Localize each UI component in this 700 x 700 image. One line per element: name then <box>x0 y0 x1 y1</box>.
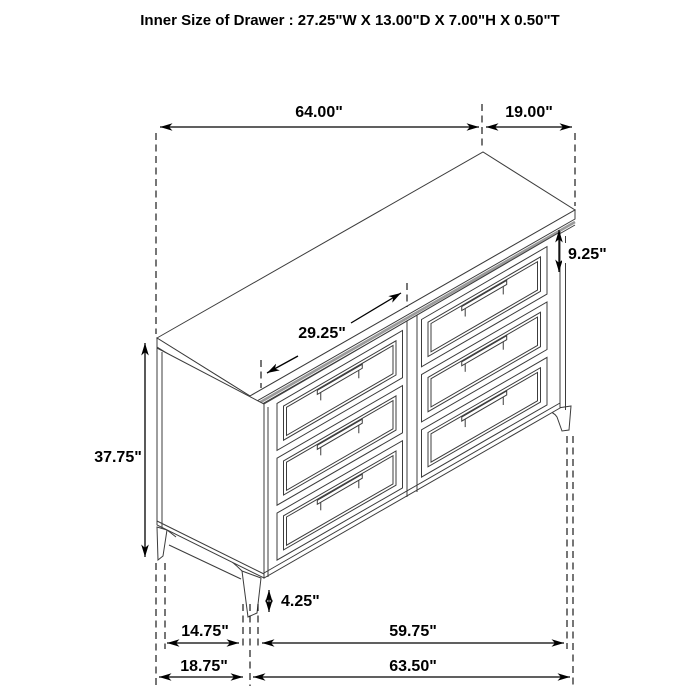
dim-label-top-drawer-height: 9.25" <box>568 246 607 263</box>
back-left-leg <box>157 527 167 560</box>
dim-label-floor-depth-between-legs: 14.75" <box>181 623 229 640</box>
furniture-drawing <box>157 152 575 617</box>
dim-label-floor-width-between-legs: 59.75" <box>389 623 437 640</box>
dim-label-leg-height: 4.25" <box>281 593 320 610</box>
page-title: Inner Size of Drawer : 27.25"W X 13.00"D X 7.00"H X 0.50"T <box>140 12 560 29</box>
dim-label-floor-depth-overall: 18.75" <box>180 658 228 675</box>
dim-label-drawer-front-width: 29.25" <box>298 325 346 342</box>
dim-label-overall-height: 37.75" <box>94 449 142 466</box>
dim-label-top-width: 64.00" <box>295 104 343 121</box>
dim-label-floor-width-overall: 63.50" <box>389 658 437 675</box>
dim-label-top-depth: 19.00" <box>505 104 553 121</box>
